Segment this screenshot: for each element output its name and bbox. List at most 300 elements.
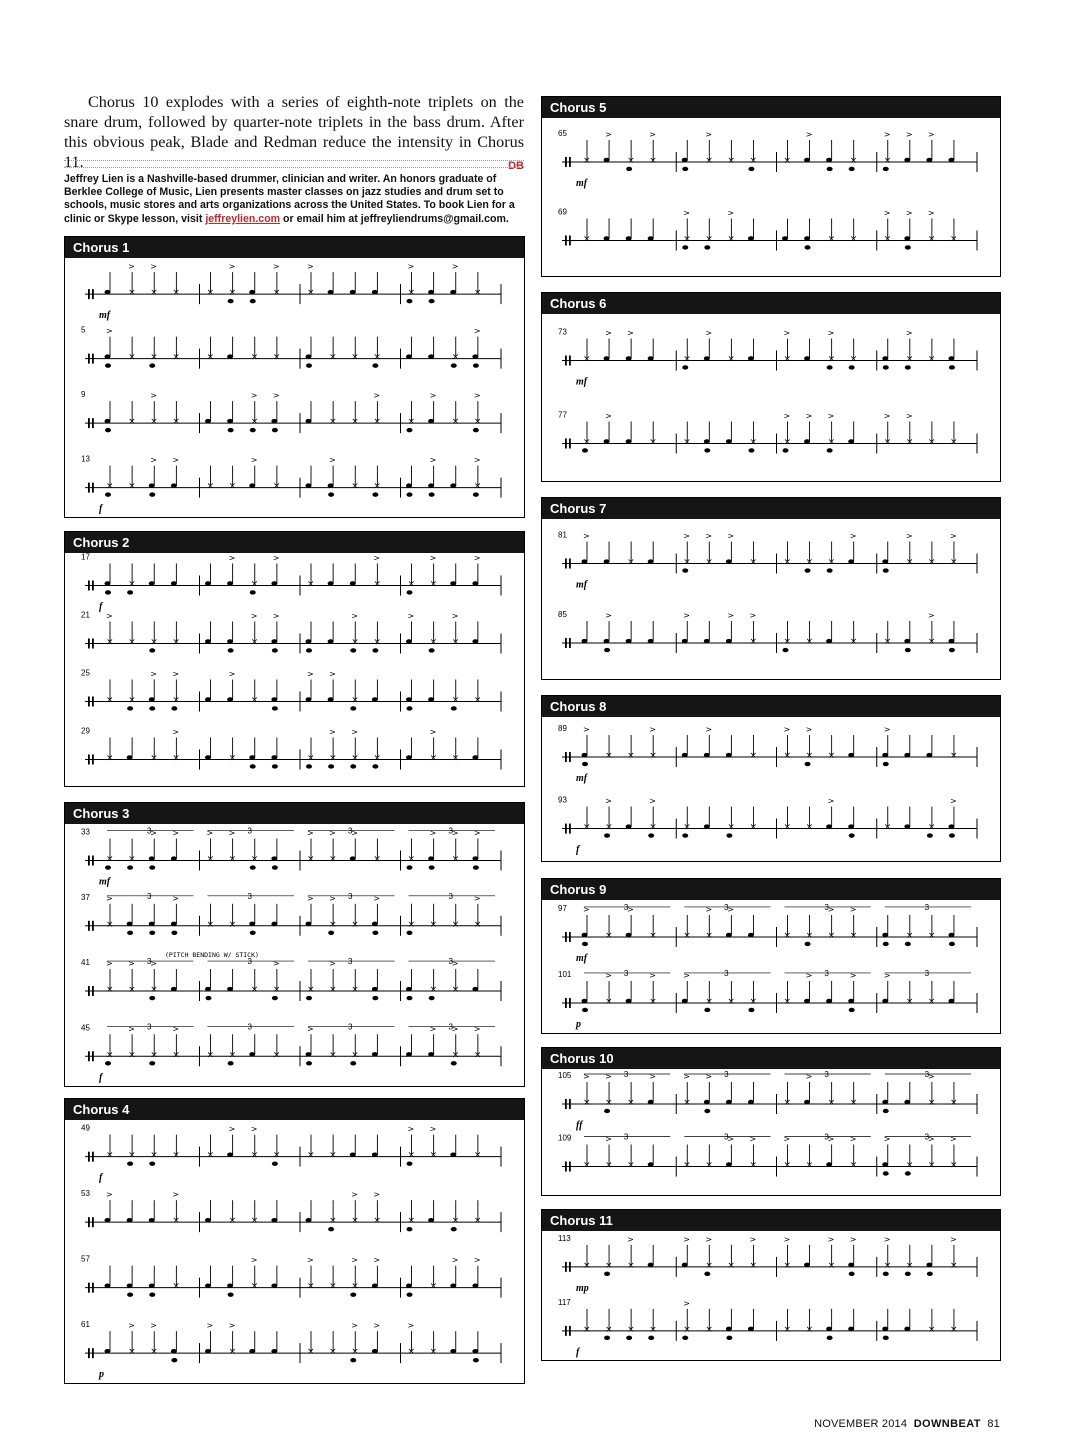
cymbal-note: × [683,437,691,448]
cymbal-note: × [373,854,381,865]
bass-drum-note [228,1061,234,1065]
bass-drum-note [927,1272,933,1276]
snare-note [682,999,688,1003]
bass-drum-note [949,365,955,369]
bass-drum-note [228,299,234,303]
accent-mark: > [429,1024,437,1034]
tuplet-number: 3 [247,957,252,967]
snare-note [948,933,954,937]
snare-note [882,933,888,937]
bass-drum-note [905,942,911,946]
bass-drum-note [272,865,278,869]
accent-mark: > [429,727,437,737]
bass-drum-note [105,865,111,869]
accent-mark: > [451,1024,459,1034]
accent-mark: > [905,411,913,421]
cymbal-note: × [473,695,482,706]
snare-note [406,1052,412,1056]
percussion-clef [88,1217,90,1227]
snare-note [582,753,588,757]
accent-mark: > [705,129,713,139]
bass-drum-note [783,448,789,452]
bass-drum-note [250,931,256,935]
accent-mark: > [905,328,913,338]
accent-mark: > [905,129,913,139]
percussion-clef [92,1283,94,1293]
snare-note [582,999,588,1003]
accent-mark: > [927,1134,935,1144]
cymbal-note: × [827,437,836,448]
cymbal-note: × [783,637,792,648]
cymbal-note: × [583,1324,591,1335]
snare-note [882,356,888,360]
cymbal-note: × [351,753,359,764]
dynamic-marking: f [99,503,103,515]
accent-mark: > [683,1234,690,1244]
footer-page: 81 [987,1418,1000,1430]
measure-number: 73 [558,327,567,337]
cymbal-note: × [307,1281,315,1292]
bass-drum-note [105,492,111,496]
cymbal-note: × [307,579,315,590]
snare-note [472,856,478,860]
snare-note [271,419,277,423]
bass-drum-note [272,764,278,768]
dynamic-marking: mp [576,1282,589,1294]
tuplet-number: 3 [724,968,729,978]
cymbal-note: × [905,1260,914,1271]
measure-number: 117 [558,1297,571,1307]
snare-note [626,639,632,643]
tuplet-number: 3 [724,1132,729,1142]
percussion-clef [565,1326,567,1336]
cymbal-note: × [705,557,713,568]
percussion-clef [88,1348,90,1358]
bass-drum-note [306,996,312,1000]
snare-note [748,236,754,240]
cymbal-note: × [849,1098,858,1108]
cymbal-note: × [927,996,936,1007]
notation-area [542,1231,999,1359]
dynamic-marking: f [99,1072,103,1084]
bass-drum-note [105,428,111,432]
cymbal-note: × [451,919,460,930]
snare-note [149,1283,155,1287]
cymbal-note: × [649,996,657,1007]
accent-mark: > [373,1255,381,1265]
accent-mark: > [407,262,415,272]
accent-mark: > [605,1072,612,1081]
bass-drum-note [206,996,212,1000]
cymbal-note: × [250,854,259,865]
bass-drum-note [149,931,155,935]
cymbal-note: × [429,1347,438,1358]
bass-drum-note [827,448,833,452]
cymbal-note: × [905,557,914,568]
notation-area [65,1120,523,1382]
snare-note [882,1327,888,1331]
accent-mark: > [272,391,280,401]
snare-note [726,1100,732,1104]
cymbal-note: × [805,1160,814,1171]
snare-note [227,1152,233,1156]
tuplet-number: 3 [724,902,729,912]
accent-mark: > [949,1134,957,1144]
bass-drum-note [473,492,479,496]
cymbal-note: × [749,637,757,648]
bass-drum-note [473,865,479,869]
snare-note [227,1283,233,1287]
bass-drum-note [228,1292,234,1296]
cymbal-note: × [705,1324,713,1335]
bass-drum-note [429,299,435,303]
snare-note [882,1100,888,1104]
accent-mark: > [827,796,835,806]
cymbal-note: × [329,985,337,996]
snare-note [271,856,277,860]
snare-note [648,1162,654,1166]
accent-mark: > [272,611,280,621]
cymbal-note: × [705,1160,713,1171]
snare-note [149,1218,155,1222]
measure-number: 49 [81,1123,90,1133]
cymbal-note: × [106,1150,114,1161]
bio-text-1: Jeffrey Lien is a Nashville-based drummer, clinician and writer. An honors graduate of Berklee College of Music, Lien presents master classes on jazz studies and drum set to schools, music stores and arts organizations across the United States. To book Lien for a clinic or Skype lesson, visit [64,173,515,225]
cymbal-note: × [927,1098,936,1108]
dynamic-marking: p [99,1369,104,1381]
accent-mark: > [583,904,590,914]
snare-note [948,158,954,162]
cymbal-note: × [228,288,237,299]
snare-note [472,581,478,585]
cymbal-note: × [649,930,657,941]
cymbal-note: × [949,1324,958,1335]
accent-mark: > [705,725,713,735]
cymbal-note: × [272,288,281,299]
accent-mark: > [307,893,314,903]
snare-note [372,1052,378,1056]
cymbal-note: × [272,1050,281,1061]
accent-mark: > [250,611,258,621]
snare-note [904,1327,910,1331]
bass-drum-note [682,568,688,572]
dynamic-marking: mf [576,579,588,591]
percussion-clef [565,438,567,448]
bass-drum-note [827,167,833,171]
accent-mark: > [307,669,314,679]
cymbal-note: × [473,919,482,930]
cymbal-note: × [883,822,892,833]
cymbal-note: × [106,919,114,930]
divider [64,160,524,168]
snare-note [848,1263,854,1267]
dynamic-marking: mf [99,310,111,322]
bass-drum-note [429,492,435,496]
cymbal-note: × [905,996,914,1007]
snare-note [372,1283,378,1287]
percussion-clef [92,483,94,493]
snare-note [171,581,177,585]
bass-drum-note [849,833,855,837]
accent-mark: > [373,893,381,903]
snare-note [428,419,434,423]
snare-note [428,1218,434,1222]
bass-drum-note [407,1227,413,1231]
accent-mark: > [172,828,180,838]
tuplet-number: 3 [348,891,353,901]
accent-mark: > [228,553,236,563]
snare-note [105,419,111,423]
percussion-clef [569,932,571,942]
cymbal-note: × [727,234,735,245]
cymbal-note: × [605,751,613,762]
accent-mark: > [329,893,336,903]
accent-mark: > [150,828,157,838]
accent-mark: > [605,796,612,806]
accent-mark: > [883,208,891,218]
bass-drum-note [726,833,732,837]
snare-note [271,922,277,926]
cymbal-note: × [172,417,180,428]
accent-mark: > [849,531,857,541]
tuplet-number: 3 [448,1022,453,1032]
cymbal-note: × [106,1050,114,1061]
bass-drum-note [604,833,610,837]
measure-number: 93 [558,795,567,805]
dynamic-marking: mf [99,876,111,888]
snare-note [372,1349,378,1353]
tuplet-number: 3 [348,826,353,836]
snare-note [406,1283,412,1287]
accent-mark: > [927,1072,935,1081]
bass-drum-note [105,1061,111,1065]
snare-note [249,1349,255,1353]
page-footer [814,1418,1000,1430]
cymbal-note: × [407,1216,416,1227]
bass-drum-note [849,365,855,369]
accent-mark: > [150,262,157,272]
accent-mark: > [473,1024,481,1034]
accent-mark: > [705,1072,713,1081]
tuplet-number: 3 [147,826,152,836]
cymbal-note: × [949,1160,958,1171]
cymbal-note: × [329,854,337,865]
chorus-panel [541,292,1001,482]
bass-drum-note [473,428,479,432]
bass-drum-note [250,865,256,869]
accent-mark: > [106,893,113,903]
cymbal-note: × [451,854,460,865]
snare-note [372,922,378,926]
cymbal-note: × [905,930,914,941]
cymbal-note: × [473,417,482,428]
snare-note [406,483,412,487]
cymbal-note: × [172,288,180,299]
snare-note [271,755,277,759]
cymbal-note: × [351,1347,359,1358]
cymbal-note: × [749,996,757,1007]
accent-mark: > [627,904,634,914]
cymbal-note: × [705,996,713,1007]
cymbal-note: × [927,822,936,833]
accent-mark: > [172,1024,180,1034]
snare-note [227,581,233,585]
dynamic-marking: f [99,1172,103,1184]
tuplet-number: 3 [924,968,930,978]
snare-note [848,439,854,443]
bass-drum-note [582,448,588,452]
bass-drum-note [407,865,413,869]
percussion-clef [569,235,571,245]
tuplet-number: 3 [247,826,252,836]
accent-mark: > [150,669,157,679]
chorus-title: Chorus 10 [542,1048,1000,1069]
snare-note [205,987,211,991]
accent-mark: > [128,1321,135,1331]
cymbal-note: × [949,557,958,568]
snare-note [105,581,111,585]
accent-mark: > [451,1255,459,1265]
measure-number: 5 [81,325,86,335]
notation-area [542,314,999,480]
chorus-title: Chorus 2 [65,532,524,553]
bass-drum-note [250,764,256,768]
cymbal-note: × [927,1324,936,1335]
accent-mark: > [407,611,415,621]
chorus-title: Chorus 9 [542,879,1000,900]
cymbal-note: × [805,1324,814,1335]
accent-mark: > [605,328,612,338]
snare-note [682,753,688,757]
cymbal-note: × [649,1324,657,1335]
bio-link[interactable]: jeffreylien.com [205,212,281,225]
accent-mark: > [649,725,656,735]
cymbal-note: × [583,1160,591,1171]
accent-mark: > [473,893,481,903]
cymbal-note: × [727,822,735,833]
snare-note [704,439,710,443]
cymbal-note: × [705,930,713,941]
snare-note [406,987,412,991]
snare-note [472,755,478,759]
accent-mark: > [172,727,180,737]
accent-mark: > [927,611,935,621]
snare-note [249,290,255,294]
accent-mark: > [649,970,656,980]
accent-mark: > [827,328,835,338]
cymbal-note: × [827,751,836,762]
percussion-clef [92,638,94,648]
cymbal-note: × [106,753,114,764]
chorus-panel [64,802,525,1087]
accent-mark: > [351,611,358,621]
chorus-title: Chorus 6 [542,293,1000,314]
snare-note [406,697,412,701]
snare-note [626,933,632,937]
accent-mark: > [827,1134,835,1144]
accent-mark: > [329,959,336,969]
accent-mark: > [683,208,690,218]
bass-drum-note [451,1061,457,1065]
cymbal-note: × [927,637,936,648]
snare-note [726,1162,732,1166]
cymbal-note: × [783,751,792,762]
snare-note [948,356,954,360]
percussion-clef [565,1262,567,1272]
accent-mark: > [228,828,236,838]
tuplet-number: 3 [448,891,453,901]
cymbal-note: × [783,155,792,166]
snare-note [450,1349,456,1353]
cymbal-note: × [727,155,735,166]
snare-note [171,483,177,487]
snare-note [328,581,334,585]
accent-mark: > [727,611,735,621]
bass-drum-note [626,1336,632,1340]
cymbal-note: × [605,1160,613,1171]
percussion-clef [88,580,90,590]
cymbal-note: × [307,753,315,764]
intro-text: Chorus 10 explodes with a series of eighth-note triplets on the snare drum, followed by quarter-note triplets in the bass drum. After this obvious peak, Blade and Redman reduce the intensity in Chorus 11. [64,93,524,171]
accent-mark: > [473,326,481,336]
cymbal-note: × [783,1324,792,1335]
snare-note [604,356,610,360]
cymbal-note: × [172,1150,180,1161]
tuplet-number: 3 [924,1070,930,1079]
bass-drum-note [949,942,955,946]
snare-note [249,483,255,487]
cymbal-note: × [451,637,460,648]
snare-note [826,158,832,162]
percussion-clef [88,696,90,706]
snare-note [882,1162,888,1166]
accent-mark: > [605,1134,612,1144]
snare-note [604,439,610,443]
snare-note [205,581,211,585]
cymbal-note: × [150,753,158,764]
accent-mark: > [473,1255,481,1265]
percussion-clef [569,1099,571,1109]
cymbal-note: × [927,1160,936,1171]
accent-mark: > [649,1072,656,1081]
accent-mark: > [128,1024,135,1034]
cymbal-note: × [949,751,958,762]
cymbal-note: × [373,579,381,590]
chorus-panel [541,878,1001,1034]
bass-drum-note [328,764,334,768]
cymbal-note: × [749,1260,757,1271]
cymbal-note: × [727,1260,735,1271]
cymbal-note: × [883,437,892,448]
snare-note [127,1218,133,1222]
snare-note [904,824,910,828]
cymbal-note: × [172,637,180,648]
cymbal-note: × [150,1150,158,1161]
cymbal-note: × [727,996,735,1007]
cymbal-note: × [849,155,858,166]
accent-mark: > [172,1190,180,1200]
cymbal-note: × [805,751,814,762]
snare-note [350,1152,356,1156]
dynamic-marking: p [576,1018,581,1030]
bass-drum-note [250,299,256,303]
accent-mark: > [883,411,891,421]
cymbal-note: × [228,854,237,865]
snare-note [804,236,810,240]
bass-drum-note [127,590,133,594]
cymbal-note: × [206,919,215,930]
tuplet-number: 3 [448,957,453,967]
